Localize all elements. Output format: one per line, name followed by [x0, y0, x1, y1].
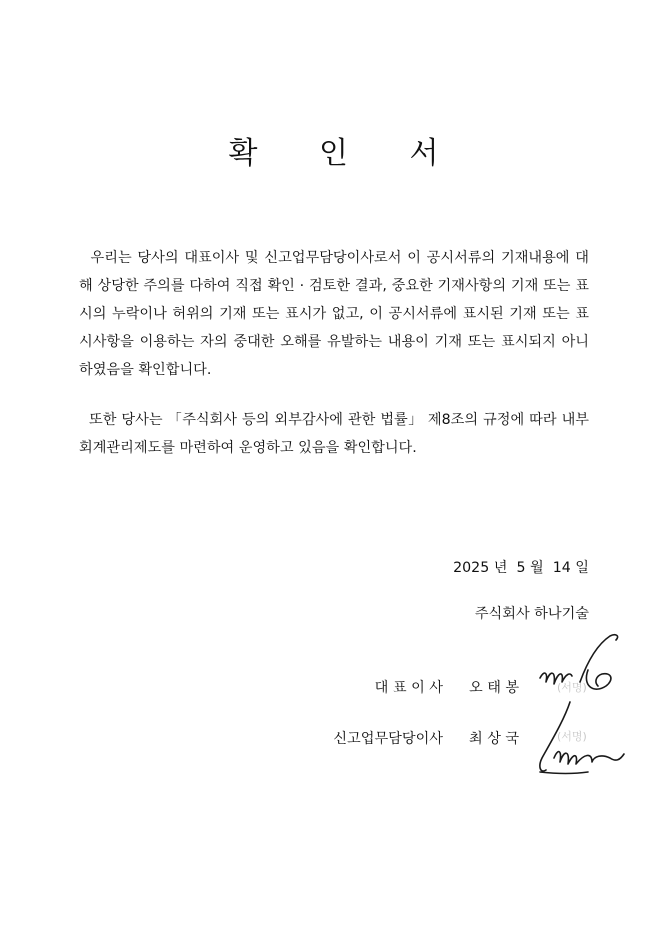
signatory-role-ceo: 대 표 이 사: [374, 680, 443, 696]
seal-placeholder-disclosure-officer: (서명): [557, 730, 587, 743]
confirmation-paragraph: [79, 244, 589, 384]
internal-control-paragraph-text: 또한 당사는 「주식회사 등의 외부감사에 관한 법률」 제8조의 규정에 따라 내부회계관리제도를 마련하여 운영하고 있음을 확인합니다.: [79, 412, 589, 456]
signatory-name-ceo: 오 태 봉: [469, 680, 520, 696]
handwritten-signature-disclosure-officer: [530, 700, 630, 782]
document-date: 2025 년 5 월 14 일: [453, 560, 589, 576]
company-name: 주식회사 하나기술: [474, 606, 589, 622]
confirmation-paragraph-text: 우리는 당사의 대표이사 및 신고업무담당이사로서 이 공시서류의 기재내용에 대해 상당한 주의를 다하여 직접 확인 · 검토한 결과, 중요한 기재사항의 기재 또는 표시의 누락이나 허위의 기재 또는 표시가 없고, 이 공시서류에 표시된 기재 또는 표시사항을 이용하는 자의 중대한 오해를 유발하는 내용이 기재 또는 표시되지 아니하였음을 확인합니다.: [79, 250, 589, 378]
signatory-role-disclosure-officer: 신고업무담당이사: [333, 731, 443, 747]
seal-placeholder-ceo: (서명): [557, 681, 587, 694]
internal-control-paragraph: [79, 406, 589, 462]
handwritten-signature-ceo: [532, 630, 632, 700]
signatory-name-disclosure-officer: 최 상 국: [469, 731, 520, 747]
document-title: 확 인 서: [228, 136, 465, 171]
